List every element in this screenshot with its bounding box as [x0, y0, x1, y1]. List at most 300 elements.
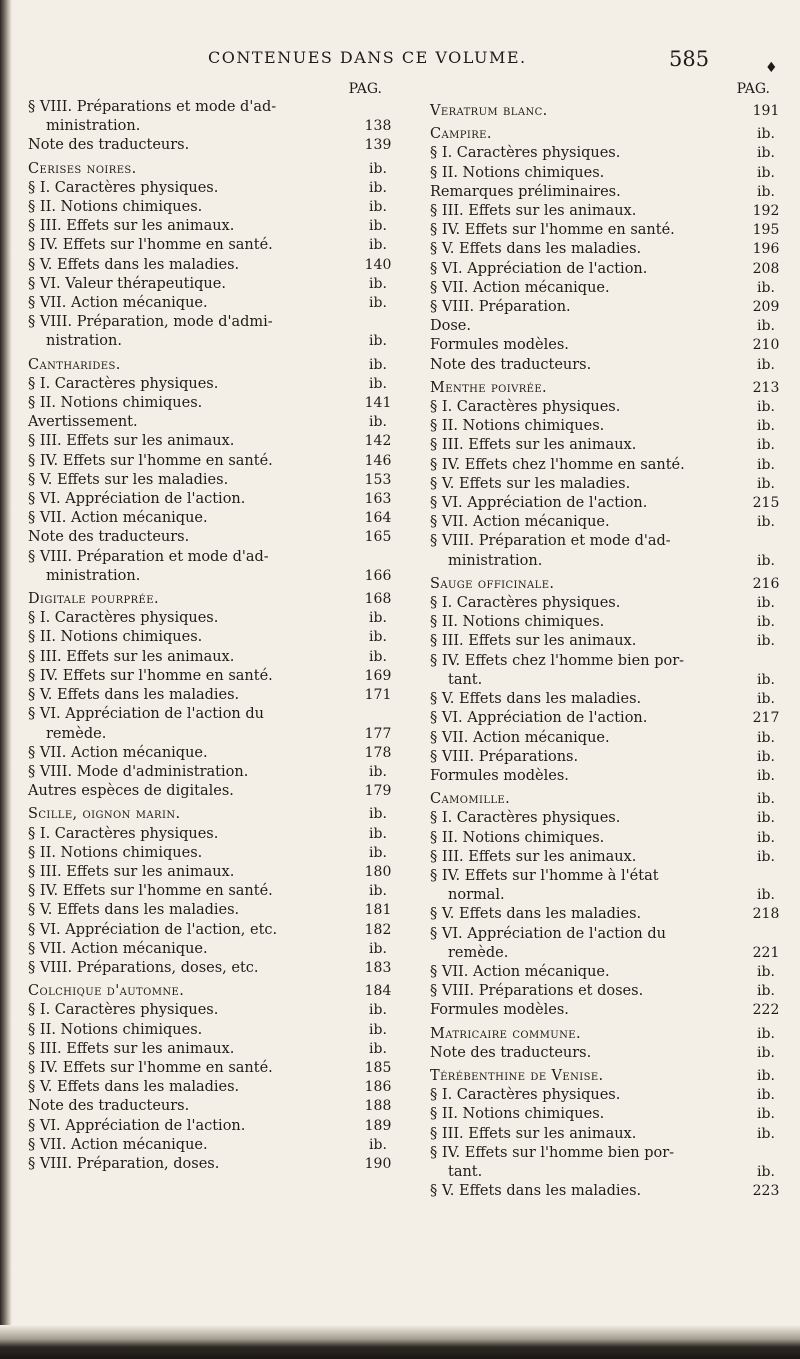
toc-entry-page: 141 [364, 395, 392, 412]
toc-entry [28, 921, 400, 940]
toc-entry-page: 196 [752, 241, 780, 258]
toc-entry-page: 180 [364, 863, 392, 880]
toc-entry [28, 763, 400, 782]
toc-entry [28, 959, 400, 978]
header-title: CONTENUES DANS CE VOLUME. [208, 48, 527, 67]
toc-entry-page: ib. [757, 1163, 775, 1180]
toc-entry-title: § V. Effets dans les maladies. [28, 902, 240, 919]
toc-entry-title: § I. Caractères physiques. [28, 375, 219, 392]
toc-entry-title: Sauge officinale. [430, 575, 555, 592]
toc-entry-title: § IV. Effets chez l'homme bien por- [430, 652, 685, 669]
toc-entry-title: § VII. Action mécanique. [430, 514, 610, 531]
toc-entry-page: 183 [364, 959, 392, 976]
toc-entry [430, 1086, 788, 1105]
toc-entry-title: § V. Effets dans les maladies. [430, 906, 642, 923]
toc-entry-title: Formules modèles. [430, 1002, 569, 1019]
toc-entry-title: § VIII. Préparations. [430, 748, 579, 765]
toc-entry-title: remède. [46, 725, 107, 742]
toc-entry-page: 178 [364, 744, 392, 761]
toc-entry [28, 667, 400, 686]
toc-entry-page: ib. [369, 414, 387, 431]
toc-entry-page: ib. [369, 825, 387, 842]
toc-entry [28, 179, 400, 198]
toc-entry-title: § II. Notions chimiques. [430, 164, 605, 181]
toc-entry [28, 394, 400, 413]
toc-entry-page: ib. [369, 160, 387, 177]
toc-entry-title: Note des traducteurs. [28, 1098, 190, 1115]
toc-entry-page: 140 [364, 256, 392, 273]
toc-entry [430, 417, 788, 436]
toc-entry-title: Digitale pourprée. [28, 591, 159, 608]
toc-entry-page: ib. [369, 806, 387, 823]
toc-entry [28, 471, 400, 490]
toc-entry-title: § II. Notions chimiques. [28, 1021, 203, 1038]
page-bottom-edge [0, 1325, 800, 1359]
toc-entry-page: ib. [757, 183, 775, 200]
toc-entry-title: § VIII. Préparation. [430, 299, 571, 316]
toc-entry-title: § VI. Appréciation de l'action. [430, 710, 648, 727]
toc-entry-page: ib. [369, 333, 387, 350]
toc-entry [430, 925, 788, 944]
toc-entry [28, 548, 400, 567]
toc-entry-page: 142 [364, 433, 392, 450]
toc-entry-title: Autres espèces de digitales. [28, 783, 234, 800]
toc-entry-title: § III. Effets sur les animaux. [430, 1125, 637, 1142]
toc-entry-page: ib. [369, 883, 387, 900]
toc-entry-title: Camomille. [430, 791, 511, 808]
toc-entry-page: ib. [369, 375, 387, 392]
toc-entry-title: § III. Effets sur les animaux. [28, 218, 235, 235]
toc-entry [28, 686, 400, 705]
toc-entry-page: ib. [757, 318, 775, 335]
toc-entry-page: ib. [757, 456, 775, 473]
toc-entry [430, 221, 788, 240]
toc-entry [28, 236, 400, 255]
toc-entry [28, 332, 400, 351]
toc-entry-page: ib. [757, 552, 775, 569]
toc-entry-page: ib. [369, 218, 387, 235]
toc-entry-page: ib. [369, 610, 387, 627]
toc-entry [28, 1155, 400, 1174]
toc-entry [28, 1097, 400, 1116]
toc-entry-title: normal. [448, 887, 505, 904]
toc-entry [28, 528, 400, 547]
toc-entry-page: 208 [752, 260, 780, 277]
toc-entry-page: 213 [752, 379, 780, 396]
toc-entry [430, 436, 788, 455]
toc-entry-title: § III. Effets sur les animaux. [28, 1040, 235, 1057]
toc-entry [28, 432, 400, 451]
toc-entry-page: ib. [757, 791, 775, 808]
toc-entry [430, 982, 788, 1001]
toc-entry-page: ib. [757, 963, 775, 980]
toc-entry-title: § III. Effets sur les animaux. [430, 203, 637, 220]
toc-entry [430, 298, 788, 317]
toc-entry-page: 139 [364, 137, 392, 154]
toc-entry-title: § II. Notions chimiques. [28, 629, 203, 646]
toc-entry-title: § VII. Action mécanique. [430, 729, 610, 746]
toc-entry-page: 195 [752, 222, 780, 239]
toc-entry-title: Formules modèles. [430, 767, 569, 784]
toc-entry [430, 336, 788, 355]
toc-entry-title: tant. [448, 671, 483, 688]
toc-entry-title: § I. Caractères physiques. [430, 595, 621, 612]
toc-entry-page: ib. [757, 595, 775, 612]
toc-entry-title: nistration. [46, 333, 122, 350]
toc-entry [28, 256, 400, 275]
toc-entry [28, 413, 400, 432]
toc-entry-title: § II. Notions chimiques. [28, 844, 203, 861]
toc-entry-title: § III. Effets sur les animaux. [28, 863, 235, 880]
toc-entry-title: § VII. Action mécanique. [430, 963, 610, 980]
toc-entry [430, 1163, 788, 1182]
toc-entry-page: 221 [752, 944, 780, 961]
toc-entry-title: § I. Caractères physiques. [28, 179, 219, 196]
toc-entry [28, 648, 400, 667]
toc-entry [430, 748, 788, 767]
toc-entry-page: 182 [364, 921, 392, 938]
toc-entry-page: ib. [757, 145, 775, 162]
toc-entry [430, 260, 788, 279]
toc-entry-page: 189 [364, 1117, 392, 1134]
toc-section-heading [430, 125, 788, 144]
toc-entry-title: § IV. Effets sur l'homme en santé. [28, 237, 273, 254]
toc-entry [28, 1117, 400, 1136]
toc-entry-page: 163 [364, 491, 392, 508]
toc-entry-title: § IV. Effets sur l'homme à l'état [430, 867, 659, 884]
toc-entry-page: 186 [364, 1079, 392, 1096]
toc-entry [28, 294, 400, 313]
toc-entry [28, 782, 400, 801]
toc-entry-title: Cantharides. [28, 356, 121, 373]
toc-entry [430, 671, 788, 690]
toc-entry-page: ib. [369, 629, 387, 646]
toc-entry-page: ib. [369, 1021, 387, 1038]
toc-entry-title: § I. Caractères physiques. [430, 1087, 621, 1104]
toc-column-left [28, 80, 400, 1174]
toc-entry [430, 594, 788, 613]
toc-entry-page: ib. [757, 1067, 775, 1084]
toc-entry-title: § VI. Appréciation de l'action. [28, 491, 246, 508]
toc-entry-page: ib. [757, 475, 775, 492]
toc-entry-title: § I. Caractères physiques. [28, 610, 219, 627]
toc-entry-page: ib. [757, 418, 775, 435]
toc-entry-title: § II. Notions chimiques. [430, 1106, 605, 1123]
toc-entry-title: § I. Caractères physiques. [430, 399, 621, 416]
toc-entry [430, 1105, 788, 1124]
toc-entry [28, 1136, 400, 1155]
toc-section-heading [28, 356, 400, 375]
toc-entry-page: ib. [369, 1040, 387, 1057]
column-page-heading: PAG. [348, 81, 382, 97]
toc-entry-page: ib. [757, 810, 775, 827]
toc-entry-page: ib. [369, 275, 387, 292]
toc-entry-page: 184 [364, 983, 392, 1000]
toc-entry [430, 494, 788, 513]
toc-entry-page: ib. [369, 1136, 387, 1153]
toc-entry [28, 198, 400, 217]
toc-entry [430, 164, 788, 183]
toc-entry-page: 138 [364, 118, 392, 135]
toc-entry-title: § V. Effets dans les maladies. [28, 1079, 240, 1096]
toc-entry-title: § V. Effets dans les maladies. [430, 691, 642, 708]
toc-entry-page: 188 [364, 1098, 392, 1115]
toc-entry-title: § VII. Action mécanique. [28, 510, 208, 527]
toc-entry-title: § IV. Effets chez l'homme en santé. [430, 456, 685, 473]
toc-entry-page: ib. [757, 126, 775, 143]
toc-entry-title: § I. Caractères physiques. [430, 810, 621, 827]
toc-entry-title: § VII. Action mécanique. [28, 940, 208, 957]
toc-entry-page: 215 [752, 495, 780, 512]
toc-entry-title: remède. [448, 944, 509, 961]
toc-entry-title: § III. Effets sur les animaux. [430, 437, 637, 454]
toc-entry-title: Note des traducteurs. [430, 1044, 592, 1061]
toc-entry [430, 183, 788, 202]
toc-entry [28, 940, 400, 959]
toc-section-heading [430, 379, 788, 398]
toc-entry [430, 809, 788, 828]
toc-entry-page: ib. [757, 1025, 775, 1042]
toc-entry [28, 628, 400, 647]
toc-entry [430, 475, 788, 494]
toc-entry-title: Remarques préliminaires. [430, 183, 621, 200]
toc-entry-title: § VI. Appréciation de l'action du [430, 925, 666, 942]
toc-entry-title: § III. Effets sur les animaux. [28, 433, 235, 450]
toc-entry-title: § VI. Appréciation de l'action. [430, 495, 648, 512]
toc-entry-title: § I. Caractères physiques. [28, 825, 219, 842]
toc-entry-page: ib. [369, 844, 387, 861]
toc-entry-page: 216 [752, 575, 780, 592]
toc-entry [430, 709, 788, 728]
toc-entry-page: ib. [757, 399, 775, 416]
toc-entry [430, 848, 788, 867]
toc-entry-title: Note des traducteurs. [28, 529, 190, 546]
toc-entry-title: Scille, oignon marin. [28, 806, 181, 823]
toc-entry [28, 452, 400, 471]
toc-entry-page: 171 [364, 687, 392, 704]
toc-entry-title: Térébenthine de Venise. [430, 1067, 604, 1084]
toc-entry-page: ib. [369, 199, 387, 216]
toc-entry-page: ib. [757, 767, 775, 784]
toc-entry [28, 98, 400, 117]
toc-entry-title: § IV. Effets sur l'homme en santé. [28, 452, 273, 469]
toc-entry [28, 844, 400, 863]
toc-entry-title: § VII. Action mécanique. [430, 279, 610, 296]
page-number: 585 [669, 47, 710, 71]
toc-column-right [430, 80, 788, 1201]
toc-entry-title: § IV. Effets sur l'homme en santé. [28, 883, 273, 900]
toc-entry-title: § VIII. Préparations et mode d'ad- [28, 99, 277, 115]
toc-entry [28, 1040, 400, 1059]
toc-entry-title: § VI. Appréciation de l'action. [430, 260, 648, 277]
toc-entry-title: § VII. Action mécanique. [28, 1136, 208, 1153]
toc-entry-page: 223 [752, 1183, 780, 1200]
toc-entry [28, 1078, 400, 1097]
toc-entry-title: § II. Notions chimiques. [28, 199, 203, 216]
toc-entry-title: § V. Effets dans les maladies. [28, 687, 240, 704]
toc-entry-page: 190 [364, 1155, 392, 1172]
toc-entry [430, 944, 788, 963]
toc-entry [430, 398, 788, 417]
toc-entry-title: § V. Effets dans les maladies. [430, 1183, 642, 1200]
toc-entry-page: ib. [757, 356, 775, 373]
toc-entry-title: Veratrum blanc. [430, 103, 548, 119]
toc-entry [430, 552, 788, 571]
toc-entry-title: § II. Notions chimiques. [430, 418, 605, 435]
toc-entry-title: § IV. Effets sur l'homme en santé. [28, 1059, 273, 1076]
toc-entry-page: ib. [757, 279, 775, 296]
toc-entry [28, 705, 400, 724]
margin-mark: ♦ [765, 60, 778, 76]
toc-entry-page: ib. [757, 614, 775, 631]
toc-entry-page: ib. [757, 887, 775, 904]
toc-entry-title: § VIII. Préparation et mode d'ad- [28, 548, 269, 565]
toc-entry-page: ib. [757, 1106, 775, 1123]
toc-entry [430, 1182, 788, 1201]
toc-entry-page: ib. [757, 514, 775, 531]
toc-entry-title: § VIII. Mode d'administration. [28, 763, 249, 780]
toc-entry [430, 356, 788, 375]
toc-entries-left [28, 98, 400, 1174]
toc-entry [430, 867, 788, 886]
toc-entry-page: ib. [757, 729, 775, 746]
toc-section-heading [430, 575, 788, 594]
toc-entry-title: Colchique d'automne. [28, 983, 185, 1000]
toc-entry-title: ministration. [46, 118, 141, 135]
toc-entry-page: ib. [757, 848, 775, 865]
toc-entry [430, 652, 788, 671]
toc-entry-title: § V. Effets sur les maladies. [430, 475, 631, 492]
toc-entry-page: ib. [369, 237, 387, 254]
toc-entry [430, 513, 788, 532]
toc-entry-page: 166 [364, 567, 392, 584]
toc-entry [430, 279, 788, 298]
toc-entry [28, 275, 400, 294]
toc-entry [28, 117, 400, 136]
toc-entry-page: ib. [369, 763, 387, 780]
toc-entry-page: ib. [757, 691, 775, 708]
toc-entry-title: § VI. Appréciation de l'action. [28, 1117, 246, 1134]
toc-entry [430, 240, 788, 259]
toc-entry [430, 317, 788, 336]
toc-entry [28, 1021, 400, 1040]
toc-entry-title: § IV. Effets sur l'homme en santé. [430, 222, 675, 239]
toc-entry-title: § VI. Appréciation de l'action du [28, 706, 264, 723]
toc-entry [430, 1125, 788, 1144]
toc-entry-page: ib. [757, 829, 775, 846]
toc-entry-page: 222 [752, 1002, 780, 1019]
toc-entry-page: ib. [757, 1125, 775, 1142]
toc-entry-page: ib. [369, 940, 387, 957]
toc-entry [430, 886, 788, 905]
binding-shadow [0, 0, 12, 1359]
toc-entry-title: Menthe poivrée. [430, 379, 548, 396]
toc-entry-page: ib. [757, 164, 775, 181]
toc-entry [430, 1144, 788, 1163]
toc-entry [28, 567, 400, 586]
toc-entry-page: ib. [757, 983, 775, 1000]
toc-section-heading [430, 1067, 788, 1086]
toc-entry-page: ib. [757, 748, 775, 765]
toc-entry-page: 177 [364, 725, 392, 742]
toc-entry-page: 185 [364, 1059, 392, 1076]
toc-entry-page: 210 [752, 337, 780, 354]
toc-section-heading [430, 102, 788, 121]
toc-entry-title: Note des traducteurs. [430, 356, 592, 373]
toc-entry-title: § VI. Valeur thérapeutique. [28, 275, 226, 292]
toc-entry-title: § II. Notions chimiques. [430, 829, 605, 846]
toc-entry-title: Matricaire commune. [430, 1025, 581, 1042]
toc-entry [430, 532, 788, 551]
toc-entry-title: § V. Effets dans les maladies. [430, 241, 642, 258]
toc-entry-page: 168 [364, 591, 392, 608]
toc-entry-page: ib. [757, 1087, 775, 1104]
toc-entry-title: § V. Effets dans les maladies. [28, 256, 240, 273]
toc-entry-title: § VI. Appréciation de l'action, etc. [28, 921, 278, 938]
toc-entry-title: Cerises noires. [28, 160, 137, 177]
toc-entry-page: 192 [752, 203, 780, 220]
toc-entry-title: Formules modèles. [430, 337, 569, 354]
toc-entry-page: ib. [369, 295, 387, 312]
toc-entry-title: Note des traducteurs. [28, 137, 190, 154]
toc-entry-title: § II. Notions chimiques. [28, 395, 203, 412]
toc-entry-page: 146 [364, 452, 392, 469]
toc-entry-title: § I. Caractères physiques. [28, 1002, 219, 1019]
toc-entry-title: § III. Effets sur les animaux. [28, 648, 235, 665]
toc-entry-title: ministration. [448, 552, 543, 569]
toc-entry [28, 217, 400, 236]
toc-entry [430, 905, 788, 924]
toc-entry-title: Avertissement. [28, 414, 138, 431]
toc-section-heading [430, 1025, 788, 1044]
toc-entry-page: 181 [364, 902, 392, 919]
toc-entry [430, 829, 788, 848]
toc-entry-page: ib. [369, 179, 387, 196]
toc-entry-page: 209 [752, 299, 780, 316]
toc-entry-page: 191 [752, 103, 780, 119]
column-page-heading: PAG. [736, 81, 770, 97]
toc-entry-page: ib. [757, 671, 775, 688]
toc-entries-right [430, 102, 788, 1201]
toc-entry-page: ib. [757, 437, 775, 454]
toc-entry-title: tant. [448, 1163, 483, 1180]
toc-entry [430, 690, 788, 709]
toc-entry-page: ib. [369, 648, 387, 665]
toc-entry [28, 609, 400, 628]
toc-entry-title: § IV. Effets sur l'homme bien por- [430, 1144, 675, 1161]
toc-entry [28, 863, 400, 882]
toc-entry-page: 179 [364, 783, 392, 800]
toc-entry-page: 169 [364, 667, 392, 684]
toc-entry [430, 144, 788, 163]
toc-entry-page: 218 [752, 906, 780, 923]
toc-entry [430, 632, 788, 651]
toc-entry [430, 1044, 788, 1063]
toc-entry [430, 1001, 788, 1020]
toc-entry-page: ib. [757, 633, 775, 650]
toc-entry-title: § III. Effets sur les animaux. [430, 848, 637, 865]
toc-entry-title: § VIII. Préparation, doses. [28, 1155, 220, 1172]
toc-entry [28, 490, 400, 509]
toc-entry-title: § II. Notions chimiques. [430, 614, 605, 631]
toc-entry [28, 901, 400, 920]
toc-entry [28, 1001, 400, 1020]
toc-entry-title: § VIII. Préparations, doses, etc. [28, 959, 259, 976]
toc-entry [430, 963, 788, 982]
toc-entry [430, 613, 788, 632]
toc-entry-title: § VII. Action mécanique. [28, 744, 208, 761]
toc-entry-title: ministration. [46, 567, 141, 584]
